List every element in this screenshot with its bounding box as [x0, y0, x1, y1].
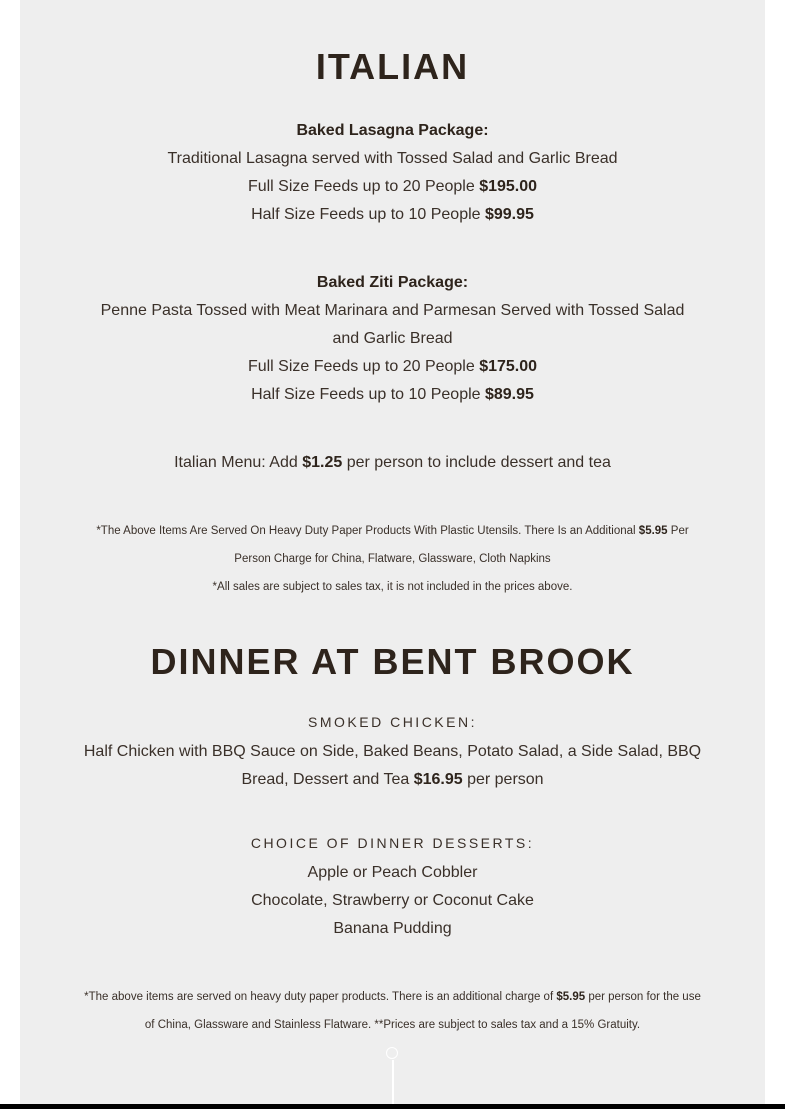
addon-pre: Italian Menu: Add: [174, 454, 303, 471]
section-title: ITALIAN: [315, 46, 470, 87]
dessert-item: Apple or Peach Cobbler: [307, 864, 478, 881]
price: $5.95: [556, 991, 586, 1003]
price: $5.95: [638, 525, 668, 537]
item-name: SMOKED CHICKEN:: [308, 714, 477, 730]
note-line: Person Charge for China, Flatware, Glassware, Cloth Napkins: [234, 553, 551, 565]
addon-post: per person to include dessert and tea: [342, 454, 611, 471]
option-label: Full Size Feeds up to 20 People: [247, 358, 480, 375]
price: $1.25: [302, 454, 343, 471]
dinner-heading: [40, 640, 745, 684]
full-size-option: [40, 353, 745, 381]
desc-text: Bread, Dessert and Tea: [241, 771, 414, 788]
package-description: and Garlic Bread: [332, 330, 453, 347]
price: $89.95: [484, 386, 534, 403]
desc-text: per person: [462, 771, 544, 788]
half-size-option: [40, 201, 745, 229]
note-text: *The above items are served on heavy duty paper products. There is an additional charge of: [84, 991, 557, 1003]
price: $99.95: [484, 206, 534, 223]
bottom-bar: [0, 1104, 785, 1109]
lasagna-package: [40, 117, 745, 229]
full-size-option: [40, 173, 745, 201]
note-line: [40, 517, 745, 545]
note-line: *All sales are subject to sales tax, it is not included in the prices above.: [212, 581, 573, 593]
circle-ornament-icon: [386, 1047, 398, 1059]
dinner-desserts: [40, 829, 745, 943]
dessert-item: Chocolate, Strawberry or Coconut Cake: [251, 892, 534, 909]
option-label: Full Size Feeds up to 20 People: [247, 178, 480, 195]
italian-heading: [40, 45, 745, 89]
ziti-package: [40, 269, 745, 409]
smoked-chicken: [40, 708, 745, 794]
price: $195.00: [479, 178, 538, 195]
note-text: *The Above Items Are Served On Heavy Duty Paper Products With Plastic Utensils. There Is an Additional: [96, 525, 639, 537]
italian-notes: [40, 517, 745, 601]
option-label: Half Size Feeds up to 10 People: [251, 206, 485, 223]
package-description: Traditional Lasagna served with Tossed Salad and Garlic Bread: [167, 150, 618, 167]
item-name: CHOICE OF DINNER DESSERTS:: [250, 835, 535, 851]
package-description: Penne Pasta Tossed with Meat Marinara and Parmesan Served with Tossed Salad: [100, 302, 685, 319]
section-title: DINNER AT BENT BROOK: [150, 641, 635, 682]
item-description: Half Chicken with BBQ Sauce on Side, Baked Beans, Potato Salad, a Side Salad, BBQ: [83, 743, 702, 760]
note-line: of China, Glassware and Stainless Flatware. **Prices are subject to sales tax and a 15% Gratuity.: [144, 1019, 641, 1031]
italian-addon: [40, 449, 745, 477]
dessert-item: Banana Pudding: [333, 920, 452, 937]
addon-text: [40, 449, 745, 477]
option-label: Half Size Feeds up to 10 People: [251, 386, 485, 403]
half-size-option: [40, 381, 745, 409]
package-name: Baked Ziti Package:: [316, 274, 469, 291]
price: $16.95: [413, 771, 463, 788]
dinner-notes: [40, 983, 745, 1039]
price: $175.00: [479, 358, 538, 375]
item-description: [40, 766, 745, 794]
note-text: Per: [667, 525, 689, 537]
note-text: per person for the use: [585, 991, 701, 1003]
package-name: Baked Lasagna Package:: [296, 122, 489, 139]
divider-line: [392, 1060, 394, 1104]
note-line: [40, 983, 745, 1011]
